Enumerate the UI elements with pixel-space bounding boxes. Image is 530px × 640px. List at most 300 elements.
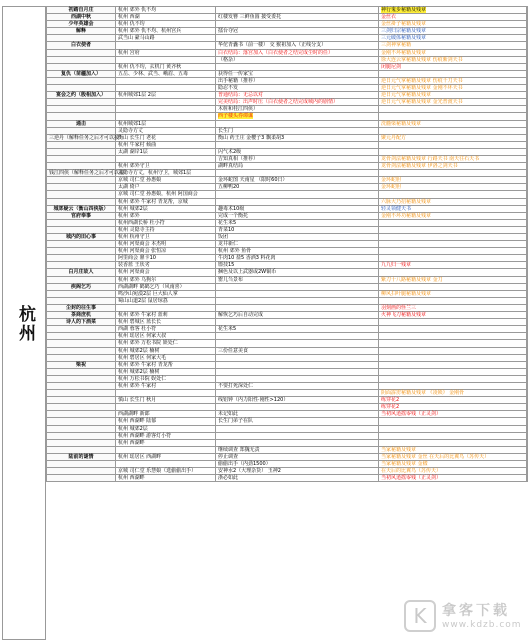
quest-name-cell [47,468,116,475]
condition-cell [216,390,379,397]
condition-cell [216,368,379,375]
condition-cell: 解恢乞巧后自动完成 [216,312,379,319]
quest-name-cell: 西湖中秋 [47,14,116,21]
reward-cell [379,390,527,397]
quest-name-cell: 复仇（苗疆加入） [47,70,116,77]
reward-cell [379,134,527,141]
highlighted-text: 在天后的比翼鸟（苏传天） [381,468,442,475]
npc-location-cell: 蜀山山道2层 鼠居琼荔 [116,297,216,304]
npc-location-cell: 杭州 郊外 仇不均、杭州宫兵 [116,28,216,35]
npc-location-cell: 杭州 西湖畔 [116,439,216,446]
reward-cell [379,205,527,212]
npc-location-cell: 杭州 城郊2层 [116,205,216,212]
reward-cell [379,99,527,106]
extra-reward-cell [527,404,528,411]
reward-cell [379,113,527,120]
reward-cell [379,177,527,184]
watermark-logo-icon: K [404,600,436,632]
condition-cell [216,120,379,127]
condition-cell: 线铝钟（内力阳性·刚性>120） [216,397,379,404]
table-row [47,198,528,205]
condition-cell: 三份任意美食 [216,347,379,354]
extra-reward-cell [527,127,528,134]
condition-cell: 龙井新仁 [216,241,379,248]
extra-reward-cell [527,475,528,482]
table-row [47,120,528,127]
extra-reward-cell [527,42,528,49]
table-row [47,42,528,49]
extra-reward-cell [527,418,528,425]
reward-cell [379,269,527,276]
table-row [47,475,528,482]
reward-cell [379,304,527,311]
condition-cell: 金环蛇图 天南星 （限时60日） [216,177,379,184]
quest-name-cell: 宴会之约（殷相加入） [47,92,116,99]
npc-location-cell: 太湖 湖岸1层 [116,148,216,155]
table-row [47,205,528,212]
table-row [47,14,528,21]
quest-name-cell [47,219,116,226]
condition-cell: 吉知真相（推荐） [216,155,379,162]
reward-cell [379,368,527,375]
condition-cell [216,340,379,347]
npc-location-cell: 杭州 郊外 牛家村 [116,382,216,389]
reward-cell [379,382,527,389]
condition-cell: 不要打死深处仁 [216,382,379,389]
extra-reward-cell [527,191,528,198]
npc-location-cell: 杭州 河渠商会 张恒凉 [116,248,216,255]
condition-cell [216,319,379,326]
condition-cell: 捆色及以上武器或2W铜币 [216,269,379,276]
quest-name-cell: 茶商庶机 [47,312,116,319]
extra-reward-cell [527,70,528,77]
npc-location-cell [116,446,216,453]
reward-cell [379,312,527,319]
table-row [47,382,528,389]
extra-reward-cell [527,248,528,255]
quest-name-cell: 钱江四侠（解释任务之后才可以接） [47,170,116,177]
reward-cell [379,85,527,92]
extra-reward-cell [527,375,528,382]
table-row [47,219,528,226]
extra-reward-cell [527,304,528,311]
extra-reward-cell [527,85,528,92]
quest-name-cell [47,411,116,418]
npc-location-cell: 杭州 瑶居区 西湖畔 [116,453,216,460]
table-row [47,134,528,141]
table-row [47,411,528,418]
condition-cell [216,113,379,120]
reward-cell [379,35,527,42]
reward-cell [379,276,527,283]
table-row [47,184,528,191]
reward-cell [379,170,527,177]
highlighted-text: 金环蛇胆 [381,177,402,184]
highlighted-text: 练穿花2 [381,397,400,404]
extra-reward-cell [527,63,528,70]
reward-cell [379,7,527,14]
extra-reward-cell [527,99,528,106]
highlighted-text: 当家秘籍及残章 金丝 在天后的比翼鸟（苏传天） [381,453,490,460]
npc-location-cell: 杭州 西湖畔 陆郁 [116,418,216,425]
npc-location-cell: 京城 司仁堂 孙惠娘，杭州 阿国商会 [116,191,216,198]
reward-cell [379,446,527,453]
condition-cell: 青菜10 [216,226,379,233]
table-row [47,28,528,35]
quest-name-cell [47,113,116,120]
npc-location-cell: 杭州 宫府 [116,49,216,56]
npc-location-cell: 杭州 万松书院 娱处仁 [116,375,216,382]
highlighted-text: 当家秘籍及残章 [381,446,417,453]
reward-cell [379,361,527,368]
extra-reward-cell [527,28,528,35]
table-row [47,354,528,361]
extra-reward-cell [527,340,528,347]
highlighted-text: 当家秘籍及残章 金楹 [381,461,428,467]
reward-cell [379,226,527,233]
condition-cell [216,361,379,368]
quest-name-cell [47,297,116,304]
reward-cell [379,120,527,127]
condition-cell: 浙必如此 [216,475,379,482]
quest-name-cell [47,241,116,248]
reward-cell [379,347,527,354]
condition-cell: 杭州 郊外 鱼骨 [216,248,379,255]
extra-reward-cell [527,92,528,99]
quest-name-cell [47,127,116,134]
table-row [47,170,528,177]
quest-name-cell: 解释 [47,28,116,35]
watermark [404,600,522,634]
quest-name-cell [47,461,116,468]
npc-location-cell: 杭州 杭州守卫 [116,234,216,241]
condition-cell: 饭团 [216,234,379,241]
table-row [47,70,528,77]
condition-cell: 继续调查 郑魏无责 [216,446,379,453]
reward-cell [379,21,527,28]
quest-name-cell [47,255,116,262]
npc-location-cell [116,390,216,397]
extra-reward-cell [527,461,528,468]
table-row [47,468,528,475]
npc-location-cell: 杭州 城郊2层 楠树 [116,368,216,375]
extra-reward-cell [527,21,528,28]
reward-cell [379,468,527,475]
table-row [47,390,528,397]
npc-location-cell: 杭州 郊外守卫 [116,163,216,170]
extra-reward-cell [527,439,528,446]
table-row [47,77,528,84]
table-row [47,439,528,446]
quest-name-cell [47,446,116,453]
quest-name-cell: 尘封的往生事 [47,304,116,311]
extra-reward-cell [527,390,528,397]
quest-name-cell [47,390,116,397]
quest-name-cell [47,63,116,70]
extra-reward-cell [527,155,528,162]
reward-cell [379,397,527,404]
condition-cell [216,191,379,198]
extra-reward-cell [527,141,528,148]
quest-name-cell: 诗人的下酒菜 [47,319,116,326]
extra-reward-cell [527,226,528,233]
condition-cell [216,99,379,106]
table-row [47,234,528,241]
extra-reward-cell [527,219,528,226]
reward-cell [379,404,527,411]
extra-reward-cell [527,319,528,326]
condition-cell: 安神水2（大理杂货） 玉神2 [216,468,379,475]
npc-location-cell: 慎山 长生门 秋月 [116,397,216,404]
table-row [47,262,528,269]
reward-cell [379,326,527,333]
highlighted-text: 九九归一残章 [381,262,412,269]
reward-cell [379,191,527,198]
condition-cell: 未记如此 [216,411,379,418]
npc-location-cell: 杭州 郊外 [116,212,216,219]
table-row [47,226,528,233]
reward-cell [379,77,527,84]
reward-cell [379,106,527,113]
npc-location-cell [116,155,216,162]
highlighted-text: 三元破体秘籍及残章 [381,35,427,42]
npc-location-cell: 杭州 西湖畔 游客灯小符 [116,432,216,439]
npc-location-cell: 杭州 碧城区 蓝长长 [116,319,216,326]
highlighted-text: 闭腿尼剑 [381,63,402,70]
extra-reward-cell [527,184,528,191]
npc-location-cell: 杭州 灵隐寺主持 [116,226,216,233]
quest-name-cell [47,155,116,162]
quest-name-cell [47,198,116,205]
extra-reward-cell [527,326,528,333]
table-row [47,361,528,368]
quest-name-cell: 城郊疑云（衡山四侠版） [47,205,116,212]
table-row [47,453,528,460]
condition-cell: （格杂） [216,56,379,63]
extra-reward-cell [527,113,528,120]
quest-name-cell [47,382,116,389]
npc-location-cell: 西湖 蓉客 杜小符 [116,326,216,333]
table-row [47,425,528,432]
reward-cell [379,283,527,290]
highlighted-text: 金丝衣 [381,14,397,21]
table-row [47,347,528,354]
quest-name-cell [47,432,116,439]
region-label: 杭州 [15,305,35,343]
reward-cell [379,425,527,432]
condition-cell: 花生米5 [216,326,379,333]
npc-location-cell: 灵隐寺方丈 [116,127,216,134]
condition-cell: 隐忍不发 [216,85,379,92]
reward-cell [379,42,527,49]
table-row [47,155,528,162]
condition-cell [216,375,379,382]
quest-name-cell [47,148,116,155]
highlighted-text: 阴面霹雳秘籍及残章 《凌锁》 金刚骨 [381,390,465,397]
npc-location-cell [116,42,216,49]
table-row [47,404,528,411]
npc-location-cell [116,113,216,120]
quest-name-cell: 少年英雄会 [47,21,116,28]
table-row [47,49,528,56]
extra-reward-cell [527,212,528,219]
npc-location-cell: 杭州 郊外 牛家村 青龙帮，京城 [116,198,216,205]
highlighted-text: 练穿花2 [381,404,400,411]
highlighted-text: 西子楼头券谭谋 [218,113,254,120]
npc-location-cell: 杭州 郊外 牛家村 青龙帮 [116,361,216,368]
reward-cell [379,163,527,170]
extra-reward-cell [527,14,528,21]
extra-reward-cell [527,35,528,42]
condition-cell: 停止调查 [216,453,379,460]
reward-cell [379,319,527,326]
condition-cell: 镖技15 [216,262,379,269]
highlighted-text: 白衣结局：落宫加入（白衣使者之结完成尘时的任） [218,49,334,56]
quest-name-cell [47,77,116,84]
condition-cell: 长生门弟子在队 [216,418,379,425]
reward-cell [379,461,527,468]
condition-cell: 湖畔真结局 [216,163,379,170]
npc-location-cell: 阿里商会 鼎卡10 [116,255,216,262]
npc-location-cell [116,56,216,63]
condition-cell: 完成一个衡托 [216,212,379,219]
condition-cell [216,425,379,432]
quest-name-cell [47,99,116,106]
reward-cell [379,234,527,241]
condition-cell [216,297,379,304]
table-row [47,276,528,283]
extra-reward-cell [527,382,528,389]
quest-name-cell [47,177,116,184]
extra-reward-cell [527,290,528,297]
condition-cell: 牛肉10 盐5 香酒3 料花肉 [216,255,379,262]
npc-location-cell [116,304,216,311]
table-row [47,177,528,184]
condition-cell [216,333,379,340]
npc-location-cell: 杭州 仇不均 [116,21,216,28]
extra-reward-cell [527,425,528,432]
table-row [47,127,528,134]
extra-reward-cell [527,368,528,375]
condition-cell [216,304,379,311]
highlighted-text: 六脉大乃招秘籍及残章 [381,198,432,205]
highlighted-text: 当初风逍摇零残（正灵剑） [381,411,442,418]
extra-reward-cell [527,205,528,212]
extra-reward-cell [527,255,528,262]
quest-name-cell [47,425,116,432]
highlighted-text: 三剑神掌秘籍 [381,42,412,49]
npc-location-cell: 西湖湖畔 鹤鹤乞巧（风南喜） [116,283,216,290]
quest-table [46,6,528,482]
highlighted-text: 金丝褂子秘籍及残章 [381,21,427,28]
npc-location-cell: 灵隐寺方丈，杭州守卫，城郊1层 [116,170,216,177]
quest-name-cell [47,475,116,482]
extra-reward-cell [527,120,528,127]
npc-location-cell: 杭州 郊外 万松书院 娱处仁 [116,340,216,347]
quest-name-cell [47,35,116,42]
quest-name-cell [47,347,116,354]
npc-location-cell: 西湖湖畔 新郎 [116,411,216,418]
quest-name-cell: 白月庄故人 [47,269,116,276]
condition-cell: 五柳鸭20 [216,184,379,191]
quest-name-cell: 初踏自月庄 [47,7,116,14]
extra-reward-cell [527,106,528,113]
highlighted-text: 金刚不坏功秘籍及残章 [381,212,432,219]
npc-location-cell: 杭州 瑶居区 何家大叔 [116,333,216,340]
npc-location-cell: 杭州城郊1层 [116,120,216,127]
condition-cell [216,432,379,439]
condition-cell: 长生门 [216,127,379,134]
condition-cell: 闪气术2级 [216,148,379,155]
table-row [47,141,528,148]
npc-location-cell: 鸣沙山宛漠2层 巨大仙人掌 [116,290,216,297]
reward-cell [379,219,527,226]
extra-reward-cell [527,170,528,177]
quest-name-cell [47,375,116,382]
reward-cell [379,63,527,70]
npc-location-cell [116,461,216,468]
npc-location-cell: 杭州 牛家村 倾曲 [116,141,216,148]
extra-reward-cell [527,397,528,404]
npc-location-cell: 京城 司仁堂 孙惠娘 [116,177,216,184]
reward-cell [379,432,527,439]
npc-location-cell: 武当山 豪马山路 [116,35,216,42]
quest-name-cell [47,85,116,92]
extra-reward-cell [527,276,528,283]
extra-reward-cell [527,347,528,354]
npc-location-cell: 五岳、少林、武当、峨眉、五毒 [116,70,216,77]
npc-location-cell: 杭州 西湖畔 [116,475,216,482]
reward-cell [379,248,527,255]
quest-name-cell [47,262,116,269]
reward-cell [379,262,527,269]
extra-reward-cell [527,77,528,84]
reward-cell [379,56,527,63]
condition-cell: 花生米5 [216,219,379,226]
condition-cell [216,21,379,28]
quest-name-cell [47,333,116,340]
table-row [47,290,528,297]
highlighted-text: 普通结局：无忌以对 [218,92,264,99]
extra-reward-cell [527,312,528,319]
reward-cell [379,92,527,99]
table-row [47,255,528,262]
npc-location-cell: 京城 司仁堂 乐慧娘（选偷偷出手） [116,468,216,475]
condition-cell: 出手秘籍（推荐） [216,77,379,84]
quest-name-cell [47,340,116,347]
highlighted-text: 当初风逍摇零残（正灵剑） [381,475,442,482]
highlighted-text: 逆日元气掌秘籍及残章 伤痕千刀天书 [381,77,463,84]
table-row [47,283,528,290]
extra-reward-cell [527,361,528,368]
reward-cell [379,141,527,148]
reward-cell [379,375,527,382]
condition-cell [216,35,379,42]
reward-cell [379,49,527,56]
condition-cell [216,354,379,361]
condition-cell [216,283,379,290]
table-row [47,163,528,170]
quest-name-cell [47,439,116,446]
quest-name-cell [47,404,116,411]
quest-name-cell [47,248,116,255]
npc-location-cell: 杭州 郊外 仇不均 [116,7,216,14]
highlighted-text: 金刚不坏秘籍及残章 [381,49,427,56]
extra-reward-cell [527,446,528,453]
highlighted-text: 逆日元气掌秘籍及残章 金刚不坏天书 [381,85,463,92]
quest-name-cell: 通击 [47,120,116,127]
watermark-site: 拿客下载 [442,603,510,619]
